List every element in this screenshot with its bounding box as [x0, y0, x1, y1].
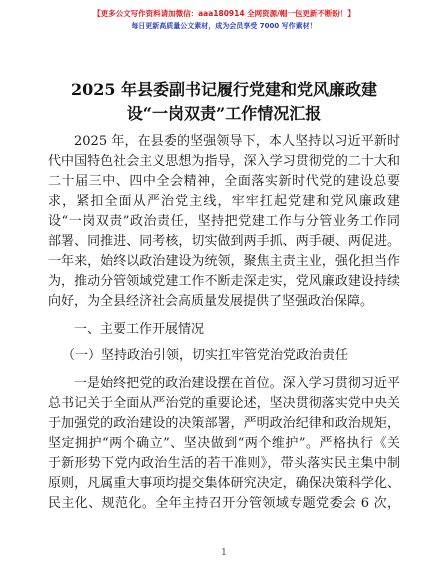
body-line: 于新形势下党内政治生活的若干准则》，带头落实民主集中制 [48, 456, 400, 471]
intro-line: 代中国特色社会主义思想为指导，深入学习贯彻党的二十大和 [48, 154, 400, 169]
page-number: 1 [221, 548, 227, 558]
body-line: 原则，凡属重大事项均提交集体研究决定，确保决策科学化、 [48, 476, 400, 491]
body-line: 于加强党的政治建设的决策部署，严明政治纪律和政治规矩， [48, 416, 400, 431]
promo-banner-blue: 每日更新高质量公文素材，成为会员享受 7000 写作素材！ [131, 22, 317, 30]
intro-line: 二十届三中、四中全会精神，全面落实新时代党的建设总要 [48, 174, 400, 189]
intro-line: 部署、同推进、同考核，切实做到两手抓、两手硬、两促进。 [48, 234, 400, 249]
intro-line: 一年来，始终以政治建设为统领，聚焦主责主业，强化担当作 [48, 254, 400, 269]
intro-line: 向好，为全县经济社会高质量发展提供了坚强政治保障。 [48, 294, 374, 309]
promo-banner-red: 【更多公文写作资料请加微信：aaa180914 全网资源/帽一包更新不断盼！】 [93, 9, 355, 18]
intro-line: 设“一岗双责”政治责任，坚持把党建工作与分管业务工作同 [48, 214, 400, 229]
intro-line: 为，推动分管领域党建工作不断走深走实，党风廉政建设持续 [48, 274, 400, 289]
subsection-heading: （一）坚持政治引领，切实扛牢管党治党政治责任 [62, 348, 349, 363]
document-title-line-1: 2025 年县委副书记履行党建和党风廉政建 [70, 80, 378, 99]
body-line: 民主化、规范化。全年主持召开分管领域专题党委会 6 次， [48, 496, 400, 511]
intro-line: 2025 年，在县委的坚强领导下，本人坚持以习近平新时 [74, 134, 400, 149]
body-line: 坚定拥护“两个确立”、坚决做到“两个维护”。严格执行《关 [48, 436, 400, 451]
document-title-line-2: 设“一岗双责”工作情况汇报 [126, 104, 322, 123]
section-heading: 一、主要工作开展情况 [74, 322, 205, 337]
intro-line: 求，紧扣全面从严治党主线，牢牢扛起党建和党风廉政建 [48, 194, 400, 209]
body-line: 总书记关于全面从严治党的重要论述，坚决贯彻落实党中央关 [48, 396, 400, 411]
body-line: 一是始终把党的政治建设摆在首位。深入学习贯彻习近平 [74, 376, 400, 391]
